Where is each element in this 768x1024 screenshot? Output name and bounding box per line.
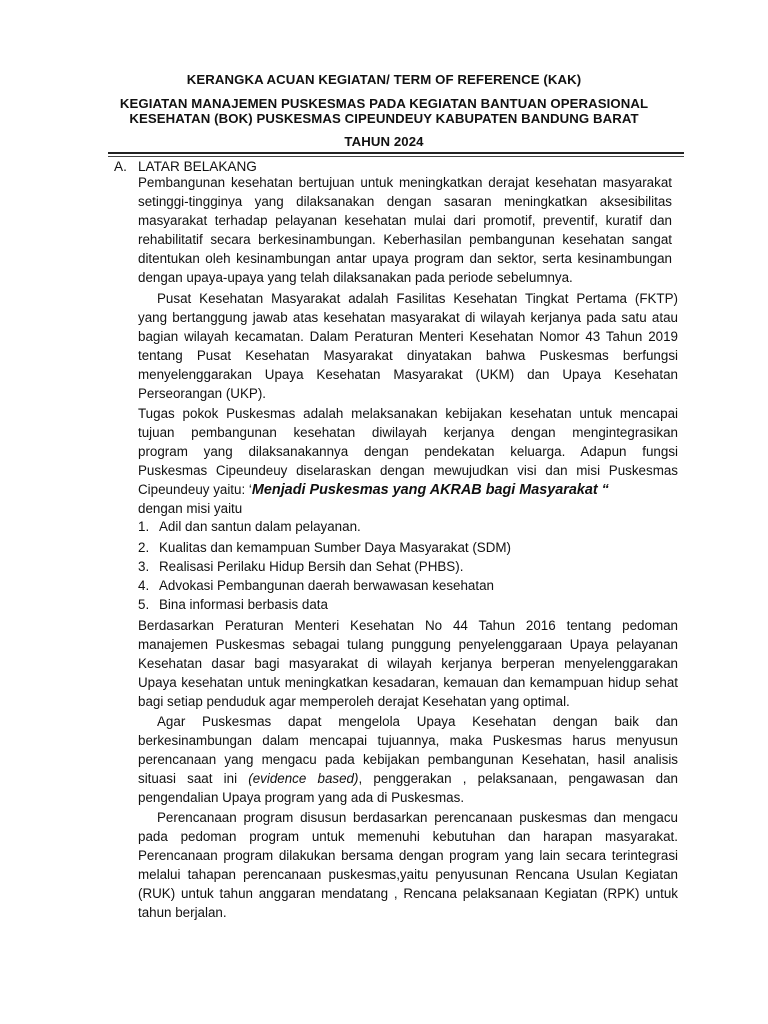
header-divider-thick xyxy=(108,152,684,154)
vision-motto: Menjadi Puskesmas yang AKRAB bagi Masyarakat “ xyxy=(251,482,609,498)
evidence-based-italic: (evidence based) xyxy=(248,771,359,786)
text-line: tujuan pembangunan kesehatan diwilayah kerjanya dengan mengintegrasikan xyxy=(138,425,678,440)
text-line: melalui tahapan perencanaan puskesmas,yaitu penyusunan Rencana Usulan Kegiatan xyxy=(138,867,678,882)
list-item: Advokasi Pembangunan daerah berwawasan kesehatan xyxy=(159,578,494,593)
list-item: Bina informasi berbasis data xyxy=(159,597,328,612)
text-line: Kesehatan dasar bagi masyarakat di wilayah kerjanya berperan menyelenggarakan xyxy=(138,656,678,671)
text-line-evidence xyxy=(138,770,678,788)
text-line: menyelenggarakan Upaya Kesehatan Masyarakat (UKM) dan Upaya Kesehatan xyxy=(138,367,678,382)
text-line: Perencanaan program dilakukan bersama dengan program yang lain secara terintegrasi xyxy=(138,848,678,863)
text-line: Perseorangan (UKP). xyxy=(138,386,267,401)
text-line: program yang dilaksanakannya dengan pendekatan keluarga. Adapun fungsi xyxy=(138,444,678,459)
list-item-number: 5. xyxy=(138,597,150,612)
text-line: manajemen Puskesmas sebagai tulang punggung penyelenggaraan Upaya pelayanan xyxy=(138,637,678,652)
text-line: (RUK) untuk tahun anggaran mendatang , Rencana pelaksanaan Kegiatan (RPK) untuk xyxy=(138,886,678,901)
text-line: masyarakat terhadap pelayanan kesehatan mulai dari promotif, preventif, kuratif dan xyxy=(138,213,672,228)
text-line: Tugas pokok Puskesmas adalah melaksanakan kebijakan kesehatan untuk mencapai xyxy=(138,406,678,421)
text-line: Berdasarkan Peraturan Menteri Kesehatan No 44 Tahun 2016 tentang pedoman xyxy=(138,618,678,633)
text-line: bagian wilayah kecamatan. Dalam Peraturan Menteri Kesehatan Nomor 43 Tahun 2019 xyxy=(138,329,678,344)
text-line: Agar Puskesmas dapat mengelola Upaya Kesehatan dengan baik dan xyxy=(157,714,678,729)
activity-title-line1: KEGIATAN MANAJEMEN PUSKESMAS PADA KEGIATAN BANTUAN OPERASIONAL xyxy=(119,96,649,111)
text-segment: , penggerakan , pelaksanaan, pengawasan dan xyxy=(358,771,678,786)
text-line: Puskesmas Cipeundeuy diselaraskan dengan mewujudkan visi dan misi Puskesmas xyxy=(138,463,678,478)
activity-title-line2: KESEHATAN (BOK) PUSKESMAS CIPEUNDEUY KABUPATEN BANDUNG BARAT xyxy=(129,111,639,126)
list-item: Adil dan santun dalam pelayanan. xyxy=(159,519,361,534)
list-item-number: 1. xyxy=(138,519,150,534)
text-line: Pusat Kesehatan Masyarakat adalah Fasilitas Kesehatan Tingkat Pertama (FKTP) xyxy=(157,291,678,306)
text-line: tentang Pusat Kesehatan Masyarakat dinyatakan bahwa Puskesmas berfungsi xyxy=(138,348,678,363)
list-item-number: 3. xyxy=(138,559,150,574)
list-item-number: 2. xyxy=(138,540,150,555)
mission-intro: dengan misi yaitu xyxy=(138,501,243,516)
list-item: Realisasi Perilaku Hidup Bersih dan Sehat (PHBS). xyxy=(159,559,464,574)
text-line: bagi setiap penduduk agar memperoleh derajat Kesehatan yang optimal. xyxy=(138,694,570,709)
list-item-number: 4. xyxy=(138,578,150,593)
text-line: pengendalian Upaya program yang ada di Puskesmas. xyxy=(138,790,465,805)
vision-prefix: Cipeundeuy yaitu: ‘ xyxy=(138,482,252,497)
document-title: KERANGKA ACUAN KEGIATAN/ TERM OF REFERENCE (KAK) xyxy=(186,72,582,87)
year-label: TAHUN 2024 xyxy=(344,134,424,149)
text-segment: situasi saat ini xyxy=(138,771,249,786)
list-item: Kualitas dan kemampuan Sumber Daya Masyarakat (SDM) xyxy=(159,540,512,555)
text-line: ditentukan oleh kesinambungan antar upaya program dan sektor, serta kesinambungan xyxy=(138,251,672,266)
section-title: LATAR BELAKANG xyxy=(138,159,257,174)
text-line: Upaya kesehatan untuk meningkatkan kesadaran, kemauan dan kemampuan hidup sehat xyxy=(138,675,678,690)
text-line: rehabilitatif secara berkesinambungan. Keberhasilan pembangunan kesehatan sangat xyxy=(138,232,672,247)
text-line: Perencanaan program disusun berdasarkan perencanaan puskesmas dan mengacu xyxy=(157,810,678,825)
text-line: yang bertanggung jawab atas kesehatan masyarakat di wilayah kerjanya pada satu atau xyxy=(138,310,678,325)
text-line: perencanaan yang mengacu pada kebijakan pembangunan Kesehatan, hasil analisis xyxy=(138,752,678,767)
text-line: tahun berjalan. xyxy=(138,905,227,920)
text-line: pada pedoman program untuk memenuhi kebutuhan dan harapan masyarakat. xyxy=(138,829,678,844)
text-line: setinggi-tingginya yang dilaksanakan dengan sasaran meningkatkan aksesibilitas xyxy=(138,194,672,209)
text-line: berkesinambungan dalam mencapai tujuannya, maka Puskesmas harus menyusun xyxy=(138,733,678,748)
vision-line xyxy=(138,481,609,499)
text-line: Pembangunan kesehatan bertujuan untuk meningkatkan derajat kesehatan masyarakat xyxy=(138,175,672,190)
section-number: A. xyxy=(114,159,127,174)
header-divider-thin xyxy=(108,156,684,157)
text-line: dengan upaya-upaya yang telah dilaksanakan pada periode sebelumnya. xyxy=(138,270,573,285)
